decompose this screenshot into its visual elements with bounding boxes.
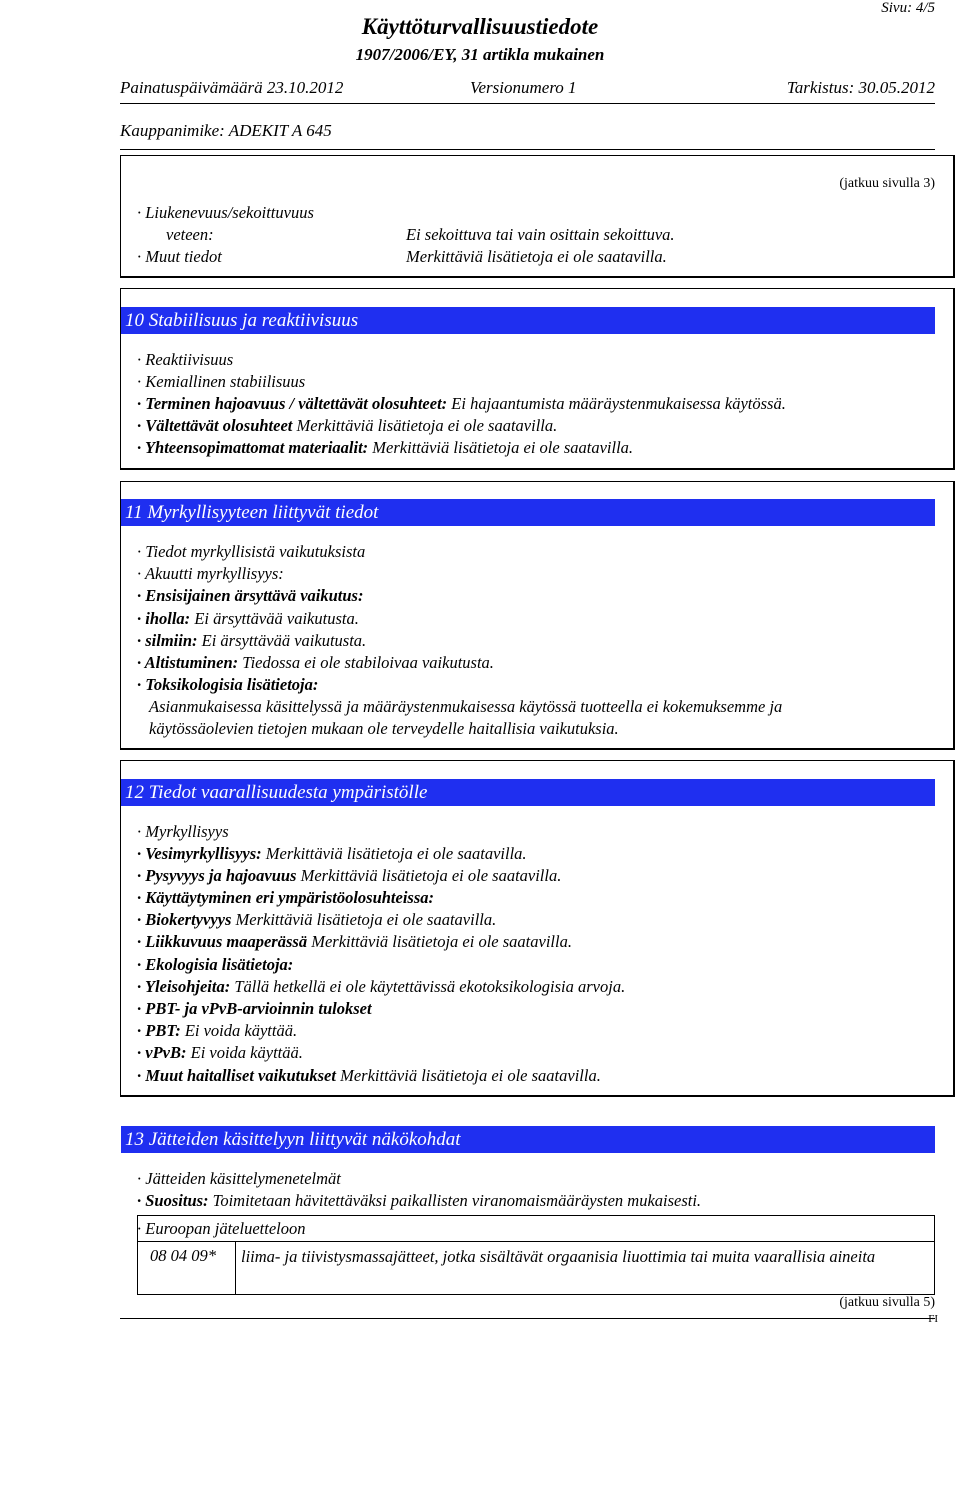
ewc-row-divider [137, 1241, 935, 1242]
label: · Yleisohjeita: [137, 977, 231, 996]
trade-name: Kauppanimike: ADEKIT A 645 [120, 121, 332, 140]
ewc-header: · Euroopan jäteluetteloon [137, 1219, 306, 1238]
vpvb [137, 1043, 303, 1063]
section-12-title: 12 Tiedot vaarallisuudesta ympäristölle [121, 779, 935, 806]
revision-date: Tarkistus: 30.05.2012 [786, 78, 935, 97]
behaviour-in-environment: · Käyttäytyminen eri ympäristöolosuhteissa: [137, 888, 435, 907]
document-subtitle: 1907/2006/EY, 31 artikla mukainen [355, 45, 605, 64]
label: · silmiin: [137, 631, 198, 650]
section-10-title: 10 Stabiilisuus ja reaktiivisuus [121, 307, 935, 334]
value: Merkittäviä lisätietoja ei ole saatavilla. [292, 416, 558, 435]
continued-on: (jatkuu sivulla 5) [839, 1295, 935, 1310]
label: · Muut haitalliset vaikutukset [137, 1066, 336, 1085]
ecological-info: · Ekologisia lisätietoja: [137, 955, 294, 974]
mobility-in-soil [137, 932, 572, 952]
ewc-code: 08 04 09* [150, 1246, 216, 1265]
continued-from: (jatkuu sivulla 3) [839, 176, 935, 191]
value: Merkittäviä lisätietoja ei ole saatavilla. [335, 1066, 601, 1085]
version-number: Versionumero 1 [470, 78, 577, 97]
aquatic-toxicity [137, 844, 527, 864]
label: · Yhteensopimattomat materiaalit: [137, 438, 369, 457]
value: Merkittäviä lisätietoja ei ole saatavilla. [261, 844, 527, 863]
trade-divider [120, 149, 935, 150]
label: · iholla: [137, 609, 191, 628]
label: · Vesimyrkyllisyys: [137, 844, 262, 863]
solubility-label-2: veteen: [166, 225, 214, 244]
footer-divider [120, 1318, 935, 1319]
pbt-vpvb-results: · PBT- ja vPvB-arvioinnin tulokset [137, 999, 372, 1018]
on-eyes [137, 631, 366, 651]
pbt [137, 1021, 297, 1041]
value: Ei hajaantumista määräystenmukaisessa käytössä. [447, 394, 786, 413]
label: · Pysyvyys ja hajoavuus [137, 866, 297, 885]
solubility-value: Ei sekoittuva tai vain osittain sekoittuva. [406, 225, 675, 244]
header-divider [120, 103, 935, 104]
waste-methods: · Jätteiden käsittelymenetelmät [137, 1169, 341, 1188]
other-info-value: Merkittäviä lisätietoja ei ole saatavilla. [406, 247, 667, 266]
value: Merkittäviä lisätietoja ei ole saatavilla. [231, 910, 497, 929]
ewc-description: liima- ja tiivistysmassajätteet, jotka sisältävät orgaanisia liuottimia tai muita vaarallisia aineita [241, 1247, 876, 1266]
value: Merkittäviä lisätietoja ei ole saatavilla. [296, 866, 562, 885]
label: · PBT: [137, 1021, 181, 1040]
label: · Terminen hajoavuus / vältettävät olosuhteet: [137, 394, 448, 413]
primary-irritant-effect: · Ensisijainen ärsyttävä vaikutus: [137, 586, 364, 605]
bioaccumulation [137, 910, 496, 930]
label: · Suositus: [137, 1191, 209, 1210]
other-adverse-effects [137, 1066, 601, 1086]
toxicological-info: · Toksikologisia lisätietoja: [137, 675, 319, 694]
value: Ei voida käyttää. [180, 1021, 298, 1040]
label: · vPvB: [137, 1043, 187, 1062]
label: · Liikkuvuus maaperässä [137, 932, 308, 951]
ewc-col-divider [235, 1241, 236, 1295]
incompatible-materials [137, 438, 633, 458]
label: · Biokertyvyys [137, 910, 232, 929]
other-info-label: · Muut tiedot [137, 247, 222, 266]
page-number: Sivu: 4/5 [881, 0, 935, 16]
chemical-stability: · Kemiallinen stabiilisuus [137, 372, 306, 391]
value: Merkittäviä lisätietoja ei ole saatavilla. [368, 438, 634, 457]
recommendation [137, 1191, 701, 1211]
value: Tiedossa ei ole stabiloivaa vaikutusta. [238, 653, 494, 672]
value: Ei ärsyttävää vaikutusta. [197, 631, 367, 650]
value: Tällä hetkellä ei ole käytettävissä ekotoksikologisia arvoja. [230, 977, 626, 996]
value: Ei voida käyttää. [186, 1043, 303, 1062]
toxicological-text-2: käytössäolevien tietojen mukaan ole terveydelle haitallisia vaikutuksia. [149, 719, 619, 738]
toxicological-text-1: Asianmukaisessa käsittelyssä ja määräystenmukaisessa käytössä tuotteella ei kokemuksemme ja [149, 697, 783, 716]
general-notes [137, 977, 625, 997]
value: Ei ärsyttävää vaikutusta. [190, 609, 359, 628]
acute-toxicity: · Akuutti myrkyllisyys: [137, 564, 284, 583]
value: Toimitetaan hävitettäväksi paikallisten viranomaismääräysten mukaisesti. [208, 1191, 702, 1210]
sensitisation [137, 653, 494, 673]
persistence [137, 866, 561, 886]
document-title: Käyttöturvallisuustiedote [361, 14, 599, 39]
section-11-title: 11 Myrkyllisyyteen liittyvät tiedot [121, 499, 935, 526]
toxicity: · Myrkyllisyys [137, 822, 229, 841]
conditions-to-avoid [137, 416, 557, 436]
label: · Vältettävät olosuhteet [137, 416, 293, 435]
solubility-label: · Liukenevuus/sekoittuvuus [137, 203, 314, 222]
label: · Altistuminen: [137, 653, 239, 672]
section-13-title: 13 Jätteiden käsittelyyn liittyvät näkökohdat [121, 1126, 935, 1153]
thermal-decomposition [137, 394, 786, 414]
on-skin [137, 609, 359, 629]
value: Merkittäviä lisätietoja ei ole saatavilla. [307, 932, 572, 951]
toxic-effects-info: · Tiedot myrkyllisistä vaikutuksista [137, 542, 366, 561]
print-date: Painatuspäivämäärä 23.10.2012 [120, 78, 344, 97]
language-code: FI [928, 1313, 938, 1325]
reactivity: · Reaktiivisuus [137, 350, 234, 369]
